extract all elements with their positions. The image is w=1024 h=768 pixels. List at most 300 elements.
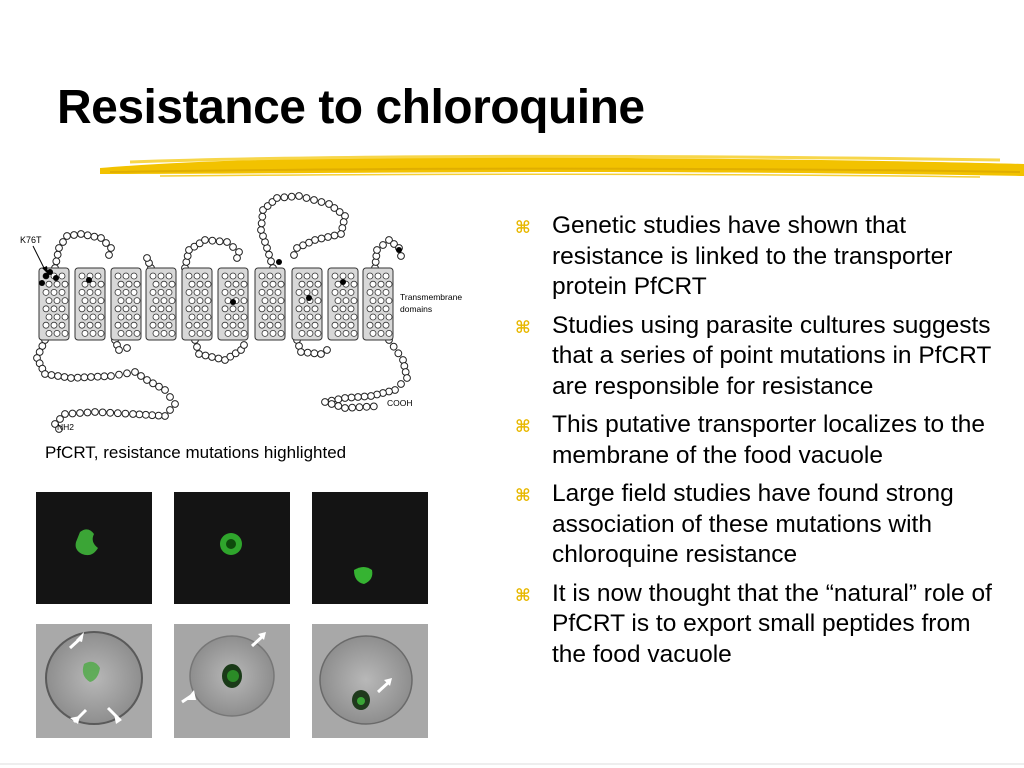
residue xyxy=(315,314,321,320)
residue xyxy=(189,281,195,287)
residue xyxy=(60,239,67,246)
residue xyxy=(275,289,281,295)
residue xyxy=(367,273,373,279)
residue xyxy=(84,409,91,416)
residue xyxy=(307,314,313,320)
residue xyxy=(318,351,325,358)
residue xyxy=(42,371,49,378)
residue xyxy=(340,306,346,312)
residue xyxy=(166,273,172,279)
residue xyxy=(197,314,203,320)
residue xyxy=(48,372,55,379)
residue xyxy=(131,289,137,295)
residue xyxy=(87,289,93,295)
residue xyxy=(307,281,313,287)
command-key-icon: ⌘ xyxy=(515,417,531,437)
bullet-text: It is now thought that the “natural” role of PfCRT is to export small peptides from the food vacuole xyxy=(552,579,992,668)
residue xyxy=(118,330,124,336)
residue xyxy=(115,273,121,279)
residue xyxy=(59,273,65,279)
residue xyxy=(205,298,211,304)
residue xyxy=(77,410,84,417)
residue xyxy=(99,409,106,416)
residue xyxy=(312,273,318,279)
residue xyxy=(134,281,140,287)
residue xyxy=(340,273,346,279)
residue xyxy=(54,298,60,304)
residue xyxy=(335,330,341,336)
bullet-item xyxy=(515,211,995,303)
transmembrane-label-line2: domains xyxy=(400,304,433,314)
residue xyxy=(312,289,318,295)
mutation-dot xyxy=(306,295,312,301)
residue xyxy=(349,404,356,411)
residue xyxy=(343,330,349,336)
n-terminus-label: NH2 xyxy=(57,422,75,432)
residue xyxy=(288,193,295,200)
residue xyxy=(230,289,236,295)
residue xyxy=(79,273,85,279)
residue xyxy=(95,273,101,279)
residue xyxy=(84,232,91,239)
residue xyxy=(95,322,101,328)
residue xyxy=(194,344,201,351)
residue xyxy=(281,194,288,201)
residue xyxy=(126,314,132,320)
residue xyxy=(225,314,231,320)
residue xyxy=(134,298,140,304)
residue xyxy=(233,314,239,320)
residue xyxy=(299,330,305,336)
residue xyxy=(342,405,349,412)
residue xyxy=(335,314,341,320)
mutation-dot xyxy=(396,247,402,253)
residue xyxy=(158,273,164,279)
residue xyxy=(43,306,49,312)
residue xyxy=(241,298,247,304)
residue xyxy=(315,298,321,304)
residue xyxy=(124,345,131,352)
residue xyxy=(304,349,311,356)
residue xyxy=(82,314,88,320)
residue xyxy=(54,281,60,287)
residue xyxy=(144,255,151,262)
residue xyxy=(169,314,175,320)
residue xyxy=(296,322,302,328)
residue xyxy=(56,245,63,252)
bullet-item xyxy=(515,311,995,403)
residue xyxy=(134,314,140,320)
residue xyxy=(322,399,329,406)
residue xyxy=(167,407,174,414)
residue xyxy=(259,306,265,312)
residue xyxy=(380,242,387,249)
bullet-item xyxy=(515,479,995,571)
residue xyxy=(116,347,123,354)
residue xyxy=(197,298,203,304)
residue xyxy=(134,330,140,336)
bullet-text: Genetic studies have shown that resistance is linked to the transporter protein PfCRT xyxy=(552,212,953,300)
residue xyxy=(59,289,65,295)
mutation-dot xyxy=(53,275,59,281)
residue xyxy=(259,322,265,328)
residue xyxy=(361,393,368,400)
mutation-dot xyxy=(340,279,346,285)
residue xyxy=(91,233,98,240)
residue xyxy=(108,245,115,252)
bullet-text: Studies using parasite cultures suggests that a series of point mutations in PfCRT are responsible for resistance xyxy=(552,311,991,400)
residue xyxy=(258,227,265,234)
residue xyxy=(386,298,392,304)
residue xyxy=(123,273,129,279)
residue xyxy=(278,298,284,304)
residue xyxy=(115,289,121,295)
residue xyxy=(374,247,381,254)
residue xyxy=(53,258,60,265)
residue xyxy=(126,330,132,336)
residue xyxy=(278,314,284,320)
residue xyxy=(291,252,298,259)
residue xyxy=(315,281,321,287)
residue xyxy=(386,330,392,336)
residue xyxy=(267,306,273,312)
residue xyxy=(196,351,203,358)
residue xyxy=(299,281,305,287)
residue xyxy=(378,298,384,304)
residue xyxy=(118,314,124,320)
residue xyxy=(303,195,310,202)
residue xyxy=(115,322,121,328)
residue xyxy=(338,231,345,238)
residue xyxy=(318,235,325,242)
command-key-icon: ⌘ xyxy=(515,317,531,338)
transmembrane-label-line1: Transmembrane xyxy=(400,292,463,302)
residue xyxy=(46,314,52,320)
residue xyxy=(296,306,302,312)
residue xyxy=(46,330,52,336)
residue xyxy=(202,322,208,328)
residue xyxy=(149,412,156,419)
residue xyxy=(189,330,195,336)
residue xyxy=(126,281,132,287)
residue xyxy=(222,306,228,312)
residue xyxy=(304,306,310,312)
residue xyxy=(224,239,231,246)
residue xyxy=(348,273,354,279)
bullet-item xyxy=(515,410,995,471)
residue xyxy=(169,281,175,287)
residue xyxy=(299,298,305,304)
bullet-item xyxy=(515,579,995,671)
residue xyxy=(367,322,373,328)
residue xyxy=(123,289,129,295)
residue xyxy=(343,314,349,320)
residue xyxy=(370,314,376,320)
residue xyxy=(398,381,405,388)
residue xyxy=(62,330,68,336)
residue xyxy=(79,289,85,295)
residue xyxy=(299,314,305,320)
residue xyxy=(61,374,68,381)
residue xyxy=(267,289,273,295)
residue xyxy=(123,322,129,328)
k76t-arrow xyxy=(33,246,45,270)
residue xyxy=(124,370,131,377)
residue xyxy=(161,298,167,304)
residue xyxy=(205,314,211,320)
residue xyxy=(82,330,88,336)
residue xyxy=(294,245,301,252)
residue xyxy=(98,314,104,320)
residue xyxy=(51,322,57,328)
residue xyxy=(324,347,331,354)
residue xyxy=(241,281,247,287)
residue xyxy=(304,322,310,328)
residue xyxy=(54,314,60,320)
residue xyxy=(194,273,200,279)
residue xyxy=(153,330,159,336)
residue xyxy=(259,289,265,295)
residue xyxy=(87,322,93,328)
residue xyxy=(68,375,75,382)
residue xyxy=(332,273,338,279)
residue xyxy=(351,314,357,320)
residue xyxy=(215,355,222,362)
residue xyxy=(270,314,276,320)
residue xyxy=(233,281,239,287)
residue xyxy=(107,409,114,416)
residue xyxy=(270,330,276,336)
residue xyxy=(166,306,172,312)
residue xyxy=(123,306,129,312)
residue xyxy=(262,330,268,336)
residue xyxy=(98,281,104,287)
residue xyxy=(304,289,310,295)
residue xyxy=(296,193,303,200)
residue xyxy=(82,298,88,304)
residue xyxy=(186,273,192,279)
residue xyxy=(351,330,357,336)
residue xyxy=(225,281,231,287)
residue xyxy=(238,306,244,312)
residue xyxy=(278,281,284,287)
residue xyxy=(312,322,318,328)
residue xyxy=(98,330,104,336)
residue xyxy=(46,281,52,287)
residue xyxy=(87,306,93,312)
mutation-dot xyxy=(39,280,45,286)
residue xyxy=(150,322,156,328)
residue xyxy=(194,289,200,295)
residue xyxy=(268,258,275,265)
residue xyxy=(62,298,68,304)
command-key-icon: ⌘ xyxy=(515,585,531,606)
residue xyxy=(370,403,377,410)
residue xyxy=(335,396,342,403)
residue xyxy=(234,255,241,262)
residue xyxy=(172,401,179,408)
residue xyxy=(298,349,305,356)
residue xyxy=(194,322,200,328)
residue xyxy=(386,281,392,287)
residue xyxy=(54,251,61,258)
residue xyxy=(241,314,247,320)
residue xyxy=(230,306,236,312)
residue xyxy=(230,244,237,251)
residue xyxy=(74,374,81,381)
residue xyxy=(332,289,338,295)
residue xyxy=(95,289,101,295)
diagram-caption: PfCRT, resistance mutations highlighted xyxy=(45,443,347,462)
residue xyxy=(233,330,239,336)
residue xyxy=(90,298,96,304)
residue xyxy=(158,289,164,295)
residue xyxy=(169,298,175,304)
residue xyxy=(348,322,354,328)
residue xyxy=(342,395,349,402)
mutation-dot xyxy=(86,277,92,283)
residue xyxy=(331,232,338,239)
residue xyxy=(92,409,99,416)
residue xyxy=(209,354,216,361)
residue xyxy=(378,281,384,287)
residue xyxy=(202,306,208,312)
residue xyxy=(59,306,65,312)
residue xyxy=(378,314,384,320)
residue xyxy=(383,289,389,295)
c-terminus-label: COOH xyxy=(387,398,413,408)
residue xyxy=(166,289,172,295)
residue xyxy=(138,373,145,380)
residue xyxy=(43,289,49,295)
residue xyxy=(106,252,113,259)
bottom-rule xyxy=(0,763,1024,765)
residue xyxy=(325,234,332,241)
residue xyxy=(116,371,123,378)
residue xyxy=(161,330,167,336)
residue xyxy=(115,306,121,312)
residue xyxy=(90,314,96,320)
residue xyxy=(132,369,139,376)
residue xyxy=(153,298,159,304)
residue xyxy=(108,373,115,380)
residue xyxy=(332,322,338,328)
residue xyxy=(194,306,200,312)
residue xyxy=(375,273,381,279)
residue xyxy=(136,411,143,418)
residue xyxy=(311,197,318,204)
residue xyxy=(202,273,208,279)
residue xyxy=(230,273,236,279)
residue xyxy=(304,273,310,279)
residue xyxy=(186,306,192,312)
residue xyxy=(370,298,376,304)
residue xyxy=(131,306,137,312)
residue xyxy=(241,330,247,336)
residue xyxy=(205,330,211,336)
residue xyxy=(202,237,209,244)
residue xyxy=(225,330,231,336)
residue xyxy=(262,281,268,287)
residue xyxy=(131,273,137,279)
residue xyxy=(79,306,85,312)
residue xyxy=(122,410,129,417)
slide-title: Resistance to chloroquine xyxy=(57,81,645,134)
residue xyxy=(238,289,244,295)
residue xyxy=(161,281,167,287)
residue xyxy=(118,298,124,304)
residue xyxy=(51,306,57,312)
residue xyxy=(363,403,370,410)
residue xyxy=(94,373,101,380)
residue xyxy=(296,273,302,279)
residue xyxy=(158,322,164,328)
residue xyxy=(162,413,169,420)
residue xyxy=(78,231,85,238)
k76t-label: K76T xyxy=(20,235,42,245)
residue xyxy=(262,314,268,320)
residue xyxy=(150,273,156,279)
residue xyxy=(328,401,335,408)
residue xyxy=(150,306,156,312)
mutation-dot xyxy=(47,269,53,275)
residue xyxy=(130,411,137,418)
residue xyxy=(375,322,381,328)
residue xyxy=(186,289,192,295)
residue xyxy=(375,306,381,312)
residue xyxy=(351,281,357,287)
residue xyxy=(54,330,60,336)
residue xyxy=(262,298,268,304)
residue xyxy=(274,195,281,202)
residue xyxy=(259,213,266,220)
residue xyxy=(266,251,273,258)
residue xyxy=(222,273,228,279)
residue xyxy=(114,410,121,417)
residue xyxy=(189,298,195,304)
residue xyxy=(166,322,172,328)
residue xyxy=(222,289,228,295)
residue xyxy=(216,238,223,245)
bullet-text: Large field studies have found strong association of these mutations with chloroquine resistance xyxy=(552,480,954,568)
residue xyxy=(348,289,354,295)
residue xyxy=(202,289,208,295)
residue xyxy=(340,289,346,295)
residue xyxy=(275,306,281,312)
residue xyxy=(267,322,273,328)
residue xyxy=(153,281,159,287)
pfcrt-topology-diagram xyxy=(15,190,485,440)
residue xyxy=(79,322,85,328)
residue xyxy=(351,298,357,304)
residue xyxy=(270,281,276,287)
residue xyxy=(230,322,236,328)
residue xyxy=(169,330,175,336)
bullet-text: This putative transporter localizes to the membrane of the food vacuole xyxy=(552,411,986,469)
residue xyxy=(155,412,162,419)
residue xyxy=(367,306,373,312)
residue xyxy=(368,393,375,400)
residue xyxy=(126,298,132,304)
residue xyxy=(386,314,392,320)
residue xyxy=(332,306,338,312)
residue xyxy=(275,273,281,279)
residue xyxy=(186,322,192,328)
residue xyxy=(335,403,342,410)
residue xyxy=(158,306,164,312)
residue xyxy=(118,281,124,287)
command-key-icon: ⌘ xyxy=(515,218,531,238)
